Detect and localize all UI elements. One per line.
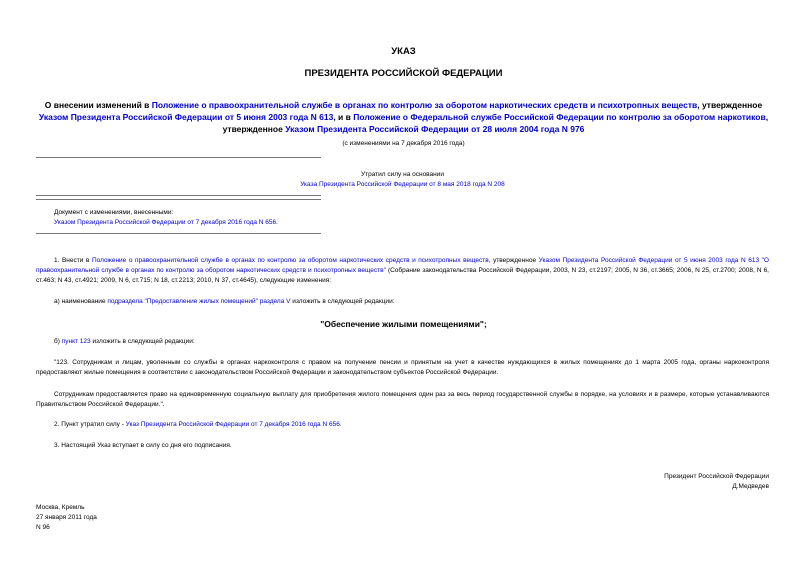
p1-link-regulation[interactable]: Положение о правоохранительной службе в органах по контролю за оборотом наркотических средств и психотропных веществ xyxy=(91,257,489,264)
subject-text-3: , и в xyxy=(333,112,354,122)
subject-link-decree-976[interactable]: Указом Президента Российской Федерации от 28 июля 2004 года N 976 xyxy=(285,124,585,134)
subject-text-1: О внесении изменений в xyxy=(44,100,152,110)
changes-doc-text: Документ с изменениями, внесенными: xyxy=(54,209,174,216)
p2-text-a: 2. Пункт утратил силу - xyxy=(54,421,126,428)
paragraph-b xyxy=(36,337,769,347)
pa-text-a: а) наименование xyxy=(54,298,108,305)
lost-force-text: Утратил силу на основании xyxy=(360,171,445,178)
decree-subject xyxy=(36,99,771,135)
changes-doc-line xyxy=(54,219,278,226)
new-subsection-heading: "Обеспечение жилыми помещениями"; xyxy=(320,319,487,329)
subject-link-decree-613[interactable]: Указом Президента Российской Федерации от 5 июня 2003 года N 613 xyxy=(38,112,334,122)
p1-text-a: 1. Внести в xyxy=(54,257,92,264)
p2-link-decree-656[interactable]: Указ Президента Российской Федерации от 7 декабря 2016 года N 656. xyxy=(125,421,342,428)
paragraph-3: 3. Настоящий Указ вступает в силу со дня его подписания. xyxy=(54,442,232,449)
divider xyxy=(36,199,321,200)
paragraph-a xyxy=(36,297,769,307)
p1-text-c: (Собрание законодательства Российской Федерации, 2003, N 23, ст.2197; 2005, N 36, ст.3665; 2006, N 25, ст.2700; 2008, N 6, ст.463; N 43, ст.4921; 2009, N 6, ст.715; N 18, ст.2213; 2010, N 37, ст.4645), следующие изменения: xyxy=(36,267,769,284)
pb-text-b: изложить в следующей редакции: xyxy=(90,338,195,345)
signatory-name: Д.Медведев xyxy=(732,483,769,490)
issuer-title: ПРЕЗИДЕНТА РОССИЙСКОЙ ФЕДЕРАЦИИ xyxy=(304,68,503,79)
signing-date: 27 января 2011 года xyxy=(36,514,97,521)
pa-link-subsection[interactable]: подраздела "Предоставление жилых помещений" раздела V xyxy=(107,298,291,305)
lost-force-line xyxy=(200,181,605,188)
divider xyxy=(36,157,321,158)
decree-number: N 96 xyxy=(36,524,50,531)
subject-link-regulation-613[interactable]: Положение о правоохранительной службе в органах по контролю за оборотом наркотических средств и психотропных веществ xyxy=(151,100,698,110)
lost-force-link[interactable]: Указа Президента Российской Федерации от 8 мая 2018 года N 208 xyxy=(300,181,505,188)
document-type-title: УКАЗ xyxy=(391,46,416,57)
pb-link-item-123[interactable]: пункт 123 xyxy=(61,338,91,345)
paragraph-123: "123. Сотрудникам и лицам, уволенным со службы в органах наркоконтроля с правом на получение пенсии и принятым на учет в качестве нуждающихся в жилых помещениях до 1 марта 2005 года, органы наркоконтроля предоставляют жилые помещения в соответствии с законодательством Российской Федерации и законодательством субъектов Российской Федерации. xyxy=(36,359,769,376)
signatory-position: Президент Российской Федерации xyxy=(664,473,769,480)
changes-doc-link[interactable]: Указом Президента Российской Федерации от 7 декабря 2016 года N 656. xyxy=(54,219,278,226)
subject-text-2: , утвержденное xyxy=(697,100,763,110)
paragraph-staff: Сотрудникам предоставляется право на единовременную социальную выплату для приобретения жилого помещения один раз за весь период государственной службы в порядке, на условиях и в размере, которые устанавливаются Правительством Российской Федерации.". xyxy=(36,391,769,408)
subject-text-4: , утвержденное xyxy=(222,112,769,134)
paragraph-1 xyxy=(36,256,769,286)
p1-text-b: , утвержденное xyxy=(488,257,539,264)
paragraph-2 xyxy=(36,420,769,430)
edition-note: (с изменениями на 7 декабря 2016 года) xyxy=(342,140,465,147)
p1-link-decree[interactable]: Указом Президента Российской Федерации от 5 июня 2003 года N 613 "О правоохранительной службе в органах по контролю за оборотом наркотических средств и психотропных веществ" xyxy=(36,257,769,274)
signing-place: Москва, Кремль xyxy=(36,504,85,511)
divider xyxy=(36,195,321,196)
subject-link-regulation-976[interactable]: Положение о Федеральной службе Российской Федерации по контролю за оборотом наркотиков xyxy=(353,112,766,122)
pa-text-b: изложить в следующей редакции: xyxy=(290,298,395,305)
pb-text-a: б) xyxy=(54,338,62,345)
divider xyxy=(36,233,321,234)
